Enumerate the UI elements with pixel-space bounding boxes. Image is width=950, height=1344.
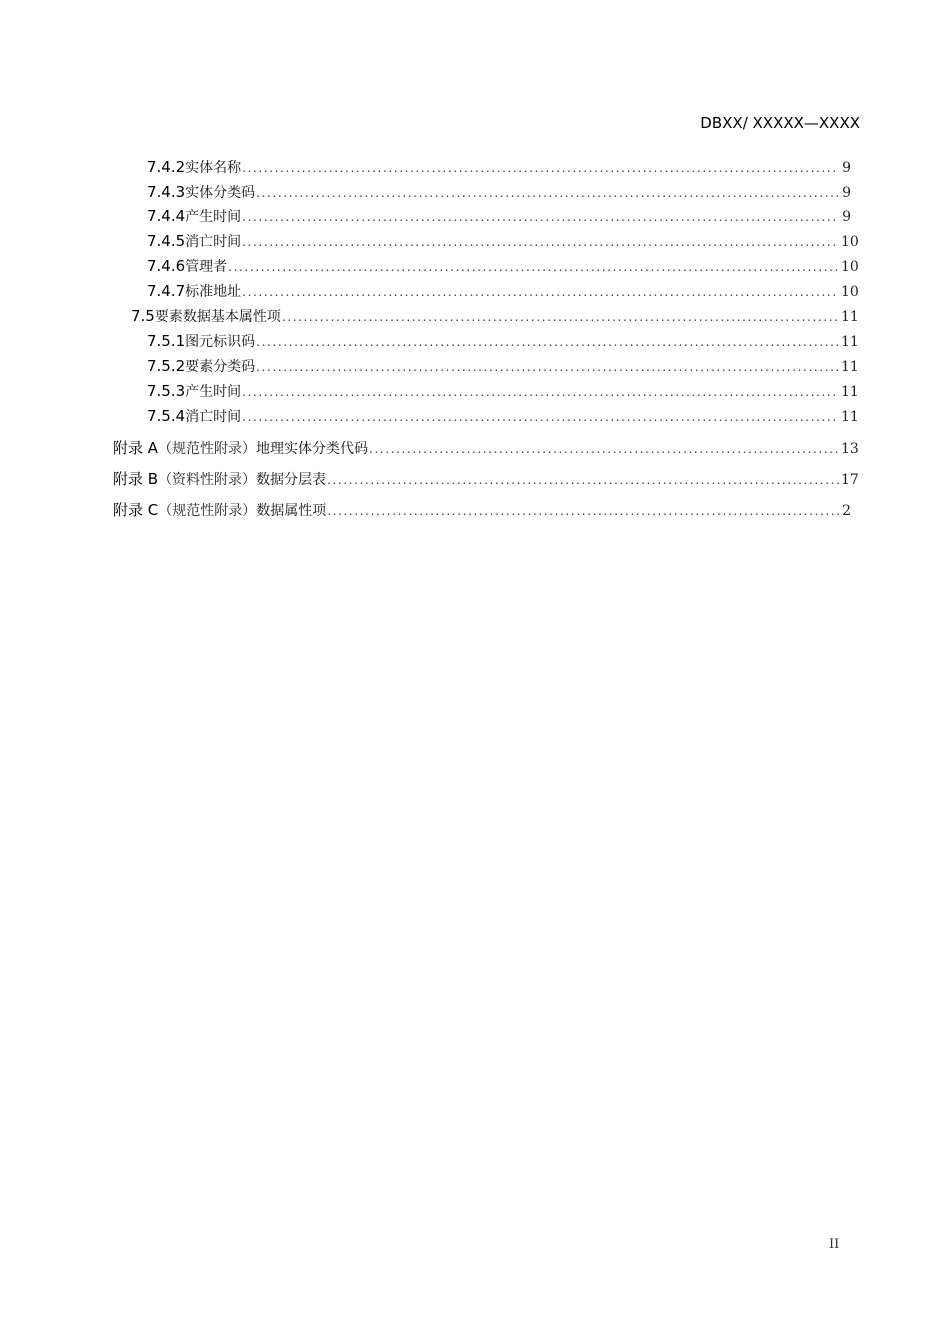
toc-entry[interactable] [147, 405, 859, 427]
toc-dot-leader [327, 500, 839, 522]
toc-entry-page: 10 [841, 234, 859, 250]
toc-entry[interactable] [131, 305, 859, 327]
appendix-page: 17 [841, 472, 859, 488]
toc-dot-leader [242, 281, 839, 303]
toc-entry-page: 10 [841, 284, 859, 300]
toc-appendix-entry[interactable] [113, 499, 851, 521]
toc-dot-leader [369, 438, 839, 460]
toc-entry-title: 消亡时间 [185, 409, 242, 425]
toc-entry[interactable] [147, 205, 851, 227]
toc-dot-leader [242, 157, 839, 179]
toc-dot-leader [327, 469, 839, 491]
toc-entry-number: 7.5.1 [147, 332, 186, 350]
toc-entry-page: 11 [841, 359, 859, 375]
toc-appendix-entry[interactable] [113, 437, 859, 459]
toc-entry-title: 标准地址 [185, 284, 242, 300]
appendix-kind: （资料性附录） [158, 472, 257, 488]
toc-entry[interactable] [147, 330, 859, 352]
toc-entry-number: 7.5 [131, 307, 155, 325]
toc-entry-number: 7.5.4 [147, 407, 186, 425]
toc-entry-number: 7.5.2 [147, 357, 186, 375]
toc-entry-page: 11 [841, 384, 859, 400]
toc-entry[interactable] [147, 280, 859, 302]
toc-entry[interactable] [147, 355, 859, 377]
toc-entry-number: 7.4.6 [147, 257, 186, 275]
appendix-kind: （规范性附录） [158, 441, 257, 457]
toc-entry-title: 要素分类码 [185, 359, 256, 375]
toc-entry-title: 管理者 [185, 259, 228, 275]
toc-dot-leader [228, 256, 839, 278]
appendix-number: 附录 A [113, 439, 159, 457]
toc-entry-title: 实体名称 [185, 160, 242, 176]
toc-appendix-entry[interactable] [113, 468, 859, 490]
appendix-page: 2 [842, 503, 851, 519]
toc-dot-leader [242, 206, 839, 228]
toc-entry-page: 9 [842, 185, 851, 201]
toc-entry[interactable] [147, 181, 851, 203]
toc-entry-number: 7.4.2 [147, 158, 186, 176]
toc-entry-page: 11 [841, 309, 859, 325]
toc-entry-title: 要素数据基本属性项 [154, 309, 281, 325]
toc-dot-leader [242, 381, 839, 403]
appendix-page: 13 [841, 441, 859, 457]
appendix-title: 地理实体分类代码 [256, 441, 369, 457]
toc-dot-leader [256, 331, 839, 353]
appendix-kind: （规范性附录） [158, 503, 257, 519]
appendix-number: 附录 B [113, 470, 159, 488]
toc-entry-title: 图元标识码 [185, 334, 256, 350]
toc-dot-leader [242, 406, 839, 428]
toc-dot-leader [256, 356, 839, 378]
toc-entry-title: 实体分类码 [185, 185, 256, 201]
appendix-title: 数据分层表 [256, 472, 327, 488]
toc-entry[interactable] [147, 230, 859, 252]
toc-entry-page: 11 [841, 334, 859, 350]
toc-entry-page: 9 [842, 160, 851, 176]
toc-entry-number: 7.4.5 [147, 232, 186, 250]
toc-dot-leader [242, 231, 839, 253]
toc-entry[interactable] [147, 380, 859, 402]
toc-entry[interactable] [147, 156, 851, 178]
toc-entry-number: 7.5.3 [147, 382, 186, 400]
toc-entry-number: 7.4.4 [147, 207, 186, 225]
toc-entry-title: 产生时间 [185, 384, 242, 400]
page-number: II [829, 1237, 840, 1252]
toc-dot-leader [282, 306, 839, 328]
toc-entry-title: 消亡时间 [185, 234, 242, 250]
appendix-title: 数据属性项 [256, 503, 327, 519]
toc-entry-number: 7.4.7 [147, 282, 186, 300]
toc-dot-leader [256, 182, 839, 204]
document-code: DBXX/ XXXXX—XXXX [700, 114, 860, 132]
toc-entry-page: 10 [841, 259, 859, 275]
toc-entry-page: 11 [841, 409, 859, 425]
toc-entry[interactable] [147, 255, 859, 277]
toc-entry-page: 9 [842, 209, 851, 225]
toc-entry-title: 产生时间 [185, 209, 242, 225]
appendix-number: 附录 C [113, 501, 159, 519]
toc-entry-number: 7.4.3 [147, 183, 186, 201]
